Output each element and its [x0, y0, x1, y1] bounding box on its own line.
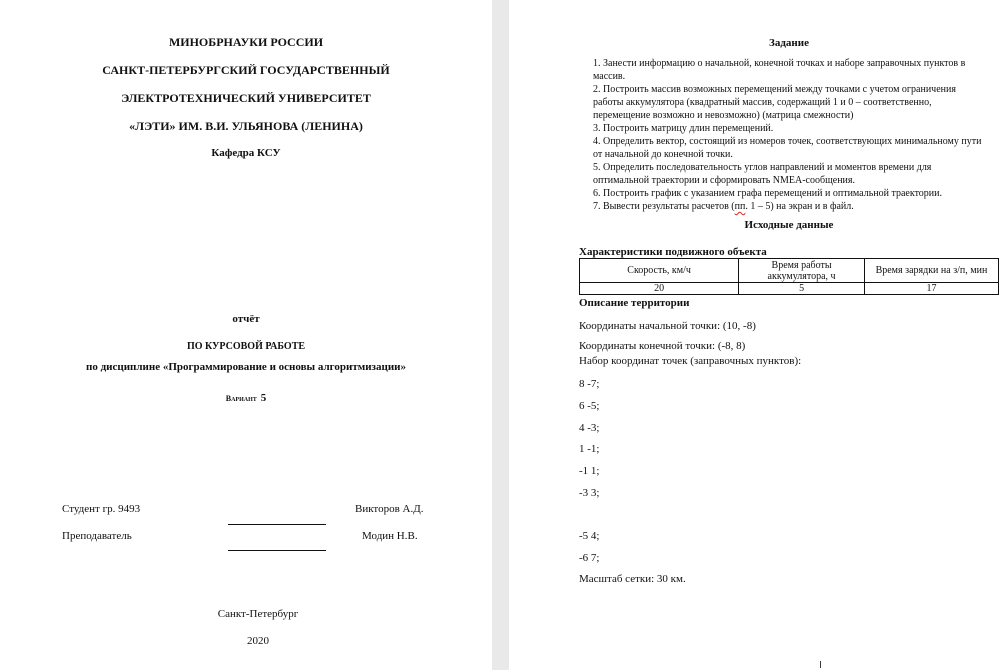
task-list [593, 57, 983, 213]
source-heading: Исходные данные [744, 219, 834, 231]
student-label: Студент гр. 9493 [62, 503, 141, 515]
grid-scale: Масштаб сетки: 30 км. [579, 573, 686, 585]
task-item-7-head: 7. Вывести результаты расчетов ( [593, 201, 735, 212]
points-heading: Набор координат точек (заправочных пунктов): [579, 355, 802, 367]
table-header-charge: Время зарядки на з/п, мин [864, 259, 998, 283]
student-name: Викторов А.Д. [355, 503, 424, 515]
task-item-7 [593, 200, 983, 213]
table-cell-speed: 20 [580, 283, 739, 295]
variant-number: 5 [260, 392, 267, 404]
year: 2020 [247, 635, 269, 647]
list-item: -3 3; [579, 487, 600, 499]
territory-heading: Описание территории [579, 297, 690, 309]
task-item-6: 6. Построить график с указанием графа перемещений и оптимальной траектории. [593, 188, 943, 199]
table-header-battery: Время работы аккумулятора, ч [739, 259, 865, 283]
student-signature-line [228, 524, 326, 525]
list-item: 1 -1; [579, 443, 600, 455]
task-item-7-spell: пп [734, 201, 746, 212]
table-cell-charge: 17 [864, 283, 998, 295]
variant [0, 388, 492, 406]
task-item-4: 4. Определить вектор, состоящий из номеров точек, соответствующих минимальному пути от начальной до конечной точки. [593, 136, 982, 160]
variant-label: Вариант [225, 394, 257, 403]
object-heading: Характеристики подвижного объекта [579, 246, 767, 258]
list-item: -6 7; [579, 552, 600, 564]
teacher-signature-line [228, 550, 326, 551]
table-header-speed: Скорость, км/ч [580, 259, 739, 283]
table-cell-battery: 5 [739, 283, 865, 295]
task-item-3: 3. Построить матрицу длин перемещений. [593, 123, 774, 134]
list-item: -1 1; [579, 465, 600, 477]
task-page [509, 0, 1000, 670]
university-line2: ЭЛЕКТРОТЕХНИЧЕСКИЙ УНИВЕРСИТЕТ [121, 91, 371, 105]
report-type: ПО КУРСОВОЙ РАБОТЕ [186, 341, 306, 352]
start-point: Координаты начальной точки: (10, -8) [579, 320, 756, 332]
title-page [0, 0, 492, 670]
task-item-1: 1. Занести информацию о начальной, конечной точках и наборе заправочных пунктов в массив. [593, 58, 966, 82]
university-line1: САНКТ-ПЕТЕРБУРГСКИЙ ГОСУДАРСТВЕННЫЙ [102, 63, 390, 77]
text-cursor-icon: I [819, 660, 822, 670]
teacher-label: Преподаватель [62, 530, 132, 542]
university-line3: «ЛЭТИ» ИМ. В.И. УЛЬЯНОВА (ЛЕНИНА) [129, 119, 363, 133]
table-row [580, 283, 999, 295]
list-item: 6 -5; [579, 400, 600, 412]
ministry: МИНОБРНАУКИ РОССИИ [168, 35, 324, 49]
task-item-7-tail: . 1 – 5) на экран и в файл. [745, 201, 854, 212]
object-params-table [579, 258, 999, 295]
list-item: 4 -3; [579, 422, 600, 434]
discipline: по дисциплине «Программирование и основы алгоритмизации» [86, 361, 406, 373]
table-header-row [580, 259, 999, 283]
end-point: Координаты конечной точки: (-8, 8) [579, 340, 746, 352]
teacher-name: Модин Н.В. [362, 530, 418, 542]
list-item: -5 4; [579, 530, 600, 542]
task-heading: Задание [769, 37, 809, 49]
list-item: 8 -7; [579, 378, 600, 390]
task-item-5: 5. Определить последовательность углов направлений и моментов времени для оптимальной траектории и сформировать NMEA-сообщения. [593, 162, 932, 186]
task-item-2: 2. Построить массив возможных перемещений между точками с учетом ограничения работы аккумулятора (квадратный массив, содержащий 1 и 0 – соответственно, перемещение возможно и невозможно) (матрица смежности) [593, 84, 956, 121]
department: Кафедра КСУ [211, 147, 281, 159]
city: Санкт-Петербург [217, 608, 299, 620]
report-word: отчёт [232, 313, 260, 325]
